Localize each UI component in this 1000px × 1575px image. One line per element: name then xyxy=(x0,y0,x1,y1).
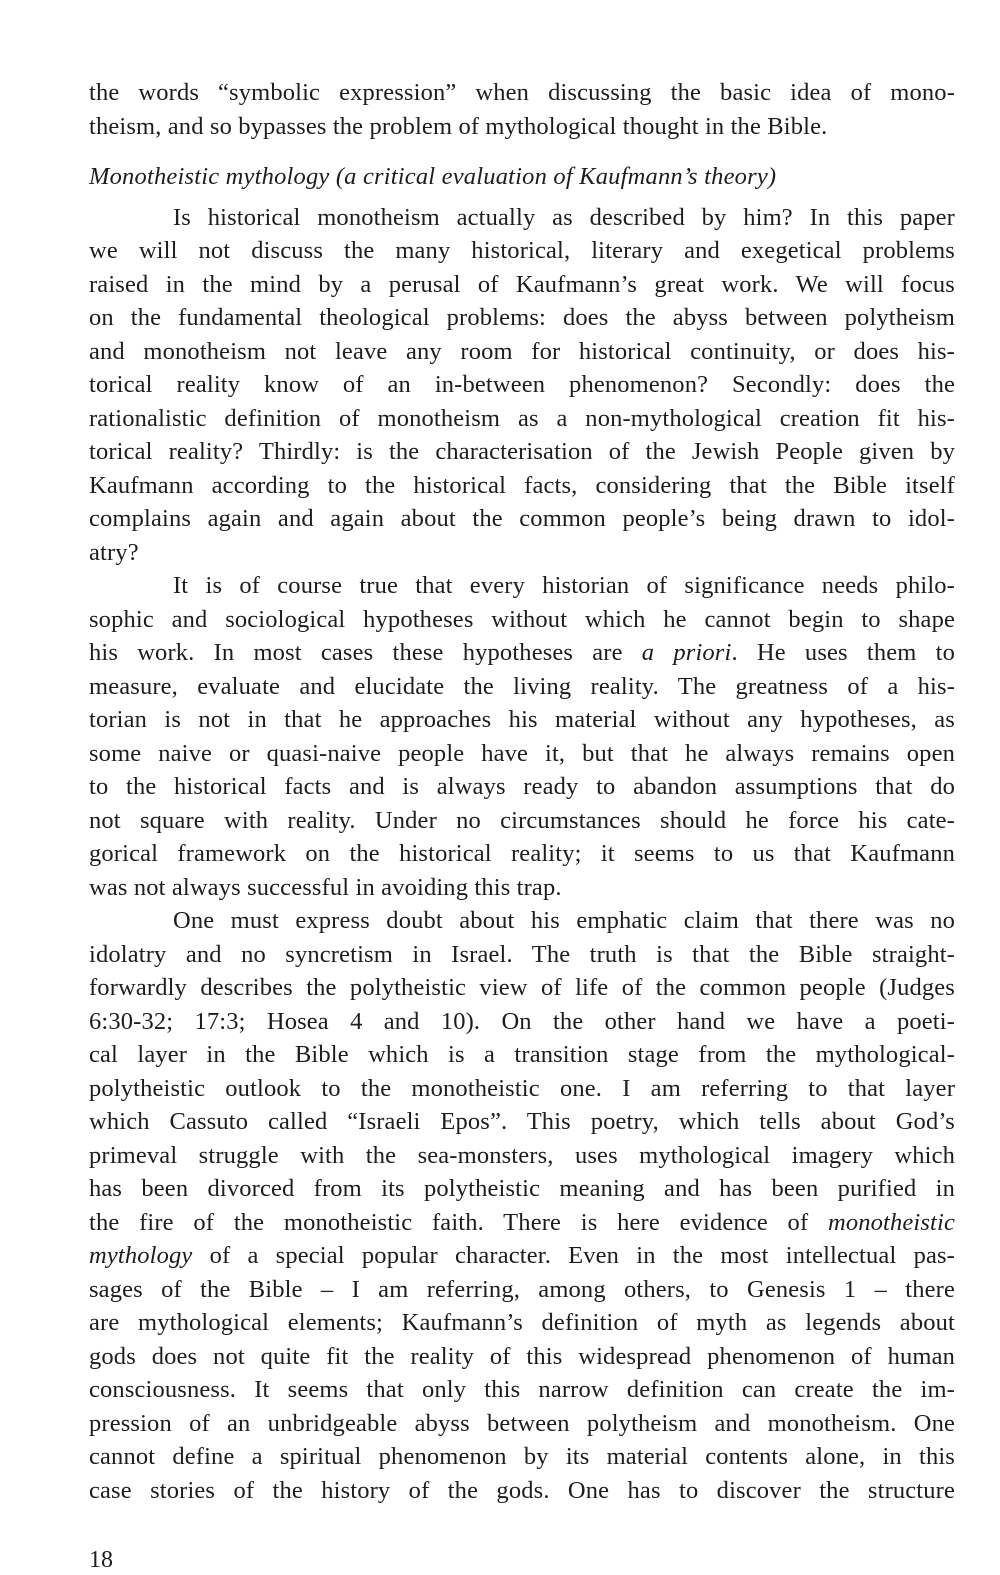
text-line: Kaufmann according to the historical facts, considering that the Bible itself xyxy=(89,471,955,499)
text-line: rationalistic definition of monotheism as a non-mythological creation fit his- xyxy=(89,404,955,432)
text-line: torian is not in that he approaches his material without any hypotheses, as xyxy=(89,706,955,733)
text-line xyxy=(89,636,955,670)
text-line: atry? xyxy=(89,538,139,566)
text-line: torical reality know of an in-between phenomenon? Secondly: does the xyxy=(89,371,955,398)
text-run: the fire of the monotheistic faith. There is here evidence of xyxy=(89,1208,828,1236)
text-line: was not always successful in avoiding this trap. xyxy=(89,873,562,901)
text-run: his work. In most cases these hypotheses are xyxy=(89,639,642,666)
text-line: gorical framework on the historical reality; it seems to us that Kaufmann xyxy=(89,840,955,867)
text-line: 6:30-32; 17:3; Hosea 4 and 10). On the other hand we have a poeti- xyxy=(89,1007,955,1035)
intro-paragraph xyxy=(89,76,955,143)
text-line xyxy=(89,1239,955,1273)
text-line: theism, and so bypasses the problem of mythological thought in the Bible. xyxy=(89,112,828,140)
text-line: the words “symbolic expression” when discussing the basic idea of mono- xyxy=(89,79,955,106)
text-line: complains again and again about the common people’s being drawn to idol- xyxy=(89,505,955,532)
text-line: and monotheism not leave any room for historical continuity, or does his- xyxy=(89,337,955,365)
text-line: case stories of the history of the gods. One has to discover the structure xyxy=(89,1476,955,1504)
text-line: cannot define a spiritual phenomenon by its material contents alone, in this xyxy=(89,1443,955,1470)
emphasis-text: mythology xyxy=(89,1242,193,1269)
text-run: of a special popular character. Even in the most intellectual pas- xyxy=(192,1242,955,1269)
emphasis-text: a priori xyxy=(641,639,732,666)
text-line: are mythological elements; Kaufmann’s definition of myth as legends about xyxy=(89,1309,955,1336)
text-line: measure, evaluate and elucidate the living reality. The greatness of a his- xyxy=(89,672,955,700)
document-page xyxy=(89,76,955,1507)
text-line: Is historical monotheism actually as described by him? In this paper xyxy=(173,203,955,231)
text-line: not square with reality. Under no circumstances should he force his cate- xyxy=(89,806,955,834)
text-line: One must express doubt about his emphatic claim that there was no xyxy=(173,907,955,934)
text-line: some naive or quasi-naive people have it, but that he always remains open xyxy=(89,739,955,767)
section-heading: Monotheistic mythology (a critical evaluation of Kaufmann’s theory) xyxy=(89,163,777,190)
text-line: pression of an unbridgeable abyss between polytheism and monotheism. One xyxy=(89,1409,955,1437)
text-line: primeval struggle with the sea-monsters, uses mythological imagery which xyxy=(89,1141,955,1169)
paragraph-3 xyxy=(89,904,955,1507)
text-line: It is of course true that every historian of significance needs philo- xyxy=(173,572,955,599)
emphasis-text: monotheistic xyxy=(827,1208,955,1236)
paragraph-1 xyxy=(89,201,955,570)
text-line: sophic and sociological hypotheses without which he cannot begin to shape xyxy=(89,605,955,633)
text-line: to the historical facts and is always ready to abandon assumptions that do xyxy=(89,773,955,800)
text-run: . He uses them to xyxy=(731,639,955,666)
text-line: consciousness. It seems that only this narrow definition can create the im- xyxy=(89,1376,955,1403)
text-line: cal layer in the Bible which is a transition stage from the mythological- xyxy=(89,1041,955,1068)
text-line: sages of the Bible – I am referring, among others, to Genesis 1 – there xyxy=(89,1275,955,1303)
text-line xyxy=(89,1206,955,1240)
text-line: on the fundamental theological problems: does the abyss between polytheism xyxy=(89,304,955,331)
text-line: which Cassuto called “Israeli Epos”. This poetry, which tells about God’s xyxy=(89,1108,955,1135)
text-line: polytheistic outlook to the monotheistic one. I am referring to that layer xyxy=(89,1074,955,1102)
text-line: we will not discuss the many historical, literary and exegetical problems xyxy=(89,237,955,264)
text-line: torical reality? Thirdly: is the characterisation of the Jewish People given by xyxy=(89,438,955,465)
page-number: 18 xyxy=(89,1547,113,1573)
text-line: raised in the mind by a perusal of Kaufmann’s great work. We will focus xyxy=(89,270,955,298)
text-line: gods does not quite fit the reality of this widespread phenomenon of human xyxy=(89,1342,955,1370)
text-line: has been divorced from its polytheistic meaning and has been purified in xyxy=(89,1175,955,1202)
text-line: forwardly describes the polytheistic view of life of the common people (Judges xyxy=(89,974,955,1001)
text-line: idolatry and no syncretism in Israel. The truth is that the Bible straight- xyxy=(89,940,955,968)
paragraph-2 xyxy=(89,569,955,904)
